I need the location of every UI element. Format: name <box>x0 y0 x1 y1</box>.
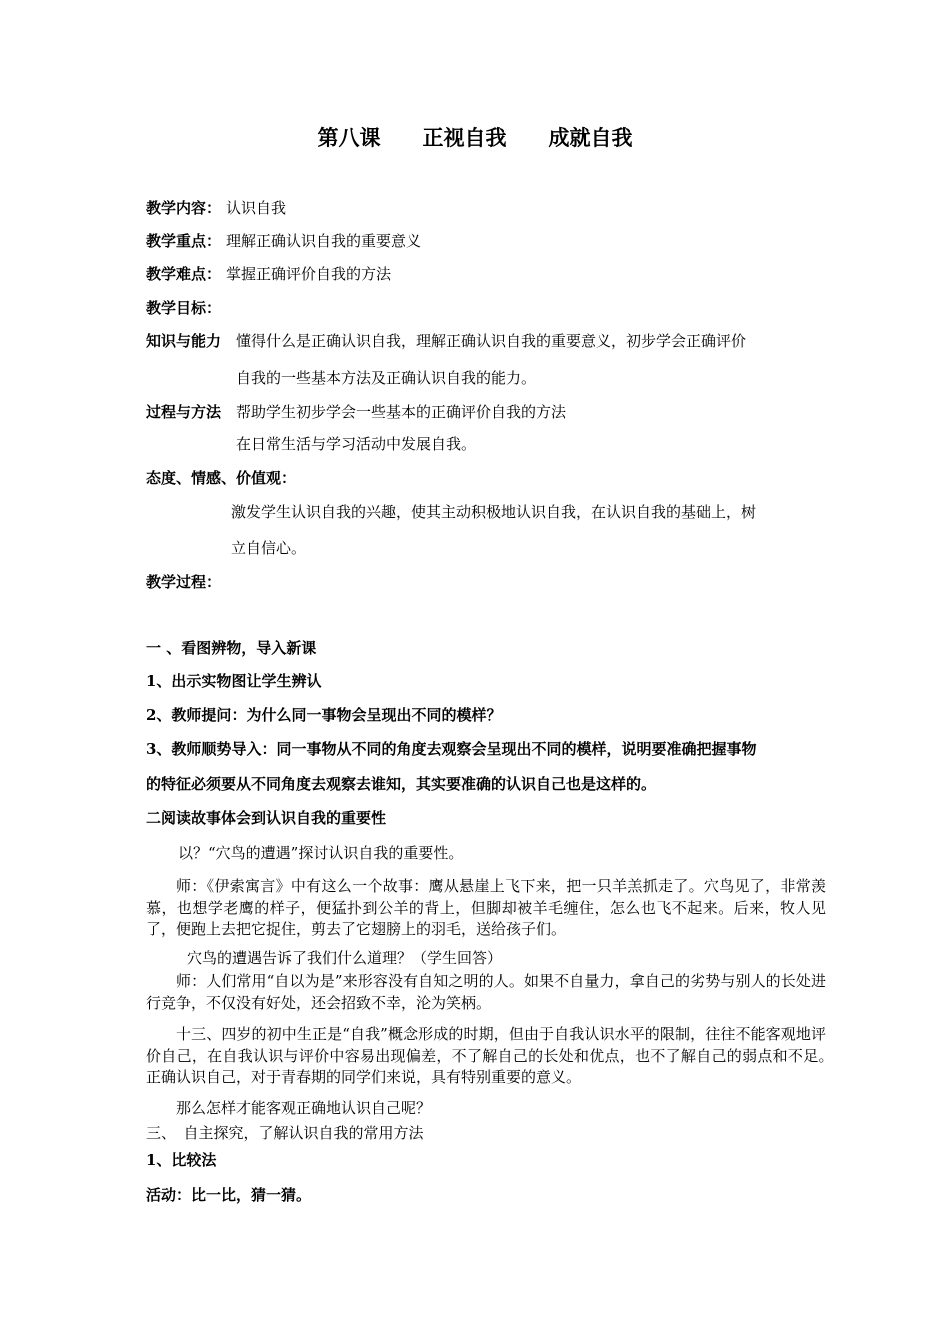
teaching-process-label: 教学过程： <box>146 573 222 591</box>
process-method-label: 过程与方法 <box>146 403 222 421</box>
content-value: 认识自我 <box>226 199 287 217</box>
section-3-heading: 三、 自主探究，了解认识自我的常用方法 <box>146 1124 424 1142</box>
section-2-heading: 二阅读故事体会到认识自我的重要性 <box>146 809 387 827</box>
focus-value: 理解正确认识自我的重要意义 <box>226 232 422 250</box>
knowledge-line-2: 自我的一些基本方法及正确认识自我的能力。 <box>236 369 537 387</box>
goals-label: 教学目标： <box>146 299 222 317</box>
teen-paragraph: 十三、四岁的初中生正是“自我”概念形成的时期，但由于自我认识水平的限制，往往不能客观地评价自己，在自我认识与评价中容易出现偏差，不了解自己的长处和优点，也不了解自己的弱点和不足。 正确认识自己，对于青春期的同学们来说，具有特别重要的意义。 <box>146 1025 846 1086</box>
attitude-label: 态度、情感、价值观： <box>146 469 297 487</box>
attitude-line-1: 激发学生认识自我的兴趣，使其主动积极地认识自我，在认识自我的基础上，树 <box>231 503 757 521</box>
content-label: 教学内容： <box>146 199 222 217</box>
focus-label: 教学重点： <box>146 232 222 250</box>
how-question: 那么怎样才能客观正确地认识自己呢？ <box>176 1099 432 1117</box>
section-2-intro: 以？“穴鸟的遭遇”探讨认识自我的重要性。 <box>178 844 464 862</box>
activity-line: 活动：比一比，猜一猜。 <box>146 1186 312 1204</box>
teacher-paragraph: 师：人们常用“自以为是”来形容没有自知之明的人。如果不自量力，拿自己的劣势与别人的长处进行竞争，不仅没有好处，还会招致不幸，沦为笑柄。 <box>146 972 826 1012</box>
difficulty-label: 教学难点： <box>146 265 222 283</box>
section-3-item-1: 1、比较法 <box>146 1151 217 1169</box>
process-method-line-1: 帮助学生初步学会一些基本的正确评价自我的方法 <box>236 403 567 421</box>
story-paragraph: 师：《伊索寓言》中有这么一个故事：鹰从悬崖上飞下来，把一只羊羔抓走了。穴鸟见了，非常羡慕，也想学老鹰的样子，便猛扑到公羊的背上，但脚却被羊毛缠住，怎么也飞不起来。后来，牧人见了，便跑上去把它捉住，剪去了它翅膀上的羽毛，送给孩子们。 <box>146 877 826 938</box>
knowledge-label: 知识与能力 <box>146 332 222 350</box>
section-1-item-3-line-2: 的特征必须要从不同角度去观察去谁知，其实要准确的认识自己也是这样的。 <box>146 775 657 793</box>
attitude-line-2: 立自信心。 <box>231 539 307 557</box>
section-1-item-2: 2、教师提问：为什么同一事物会呈现出不同的模样？ <box>146 706 502 724</box>
section-1-heading: 一 、看图辨物，导入新课 <box>146 639 317 657</box>
knowledge-line-1: 懂得什么是正确认识自我，理解正确认识自我的重要意义，初步学会正确评价 <box>236 332 747 350</box>
process-method-line-2: 在日常生活与学习活动中发展自我。 <box>236 435 477 453</box>
story-question: 穴鸟的遭遇告诉了我们什么道理？（学生回答） <box>187 949 503 967</box>
section-1-item-1: 1、出示实物图让学生辨认 <box>146 672 322 690</box>
lesson-title: 第八课 正视自我 成就自我 <box>317 125 633 150</box>
section-1-item-3-line-1: 3、教师顺势导入：同一事物从不同的角度去观察会呈现出不同的模样，说明要准确把握事物 <box>146 740 757 758</box>
difficulty-value: 掌握正确评价自我的方法 <box>226 265 392 283</box>
